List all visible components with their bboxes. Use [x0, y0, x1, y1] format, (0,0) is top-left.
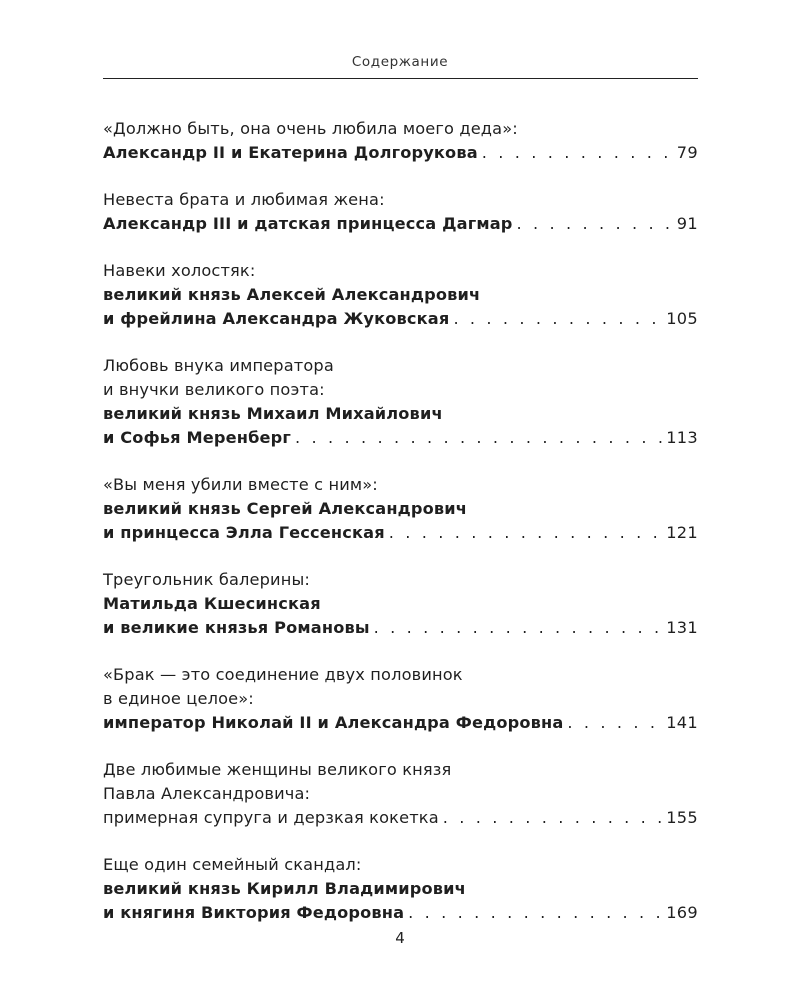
toc-entry-names: и великие князья Романовы — [103, 618, 370, 637]
toc-entry-line — [103, 806, 698, 830]
dot-leader — [482, 141, 674, 165]
toc-entry-line — [103, 426, 698, 450]
toc-entry — [103, 188, 698, 236]
toc-entry-line — [103, 402, 698, 426]
toc-entry — [103, 853, 698, 925]
toc-entry-line — [103, 141, 698, 165]
toc-entry-names: великий князь Сергей Александрович — [103, 499, 468, 518]
toc-entry — [103, 663, 698, 735]
toc-entry-names: и фрейлина Александра Жуковская — [103, 309, 450, 328]
page-number: 4 — [395, 929, 405, 947]
toc-entry-names: Александр II и Екатерина Долгорукова — [103, 143, 478, 162]
toc-entry-title: Две любимые женщины великого князя — [103, 760, 452, 779]
toc-entry-title: в единое целое»: — [103, 689, 254, 708]
toc-entry — [103, 354, 698, 450]
toc-entry — [103, 568, 698, 640]
toc-page-number: 121 — [666, 523, 698, 542]
toc-entry-title: Любовь внука императора — [103, 356, 334, 375]
dot-leader — [567, 711, 663, 735]
toc-entry-line — [103, 877, 698, 901]
toc-entry-line — [103, 212, 698, 236]
dot-leader — [408, 901, 663, 925]
toc-entry-names: великий князь Кирилл Владимирович — [103, 879, 466, 898]
toc-entry-title: примерная супруга и дерзкая кокетка — [103, 808, 439, 827]
dot-leader — [295, 426, 663, 450]
toc-entry-line — [103, 758, 698, 782]
toc-entry-line — [103, 592, 698, 616]
toc-entry-names: великий князь Михаил Михайлович — [103, 404, 443, 423]
toc-entry-names: Матильда Кшесинская — [103, 594, 321, 613]
toc-entry-title: и внучки великого поэта: — [103, 380, 325, 399]
toc-entry-line — [103, 117, 698, 141]
toc-entry-line — [103, 687, 698, 711]
toc-entry-line — [103, 307, 698, 331]
dot-leader — [374, 616, 664, 640]
header-rule — [103, 78, 698, 79]
toc-page-number: 113 — [666, 428, 698, 447]
table-of-contents — [103, 117, 698, 948]
dot-leader — [389, 521, 663, 545]
dot-leader — [453, 307, 663, 331]
toc-entry-title: «Должно быть, она очень любила моего деда»: — [103, 119, 518, 138]
toc-entry-line — [103, 188, 698, 212]
toc-entry-line — [103, 616, 698, 640]
toc-entry — [103, 259, 698, 331]
toc-entry-line — [103, 711, 698, 735]
toc-entry-title: Навеки холостяк: — [103, 261, 256, 280]
toc-entry-line — [103, 259, 698, 283]
toc-entry-names: и принцесса Элла Гессенская — [103, 523, 385, 542]
toc-page-number: 91 — [676, 214, 698, 233]
dot-leader — [517, 212, 674, 236]
toc-entry-title: Еще один семейный скандал: — [103, 855, 362, 874]
toc-entry-line — [103, 568, 698, 592]
toc-entry-names: император Николай II и Александра Федоровна — [103, 713, 564, 732]
toc-entry — [103, 473, 698, 545]
toc-entry-names: Александр III и датская принцесса Дагмар — [103, 214, 513, 233]
toc-entry — [103, 117, 698, 165]
toc-entry-names: и княгиня Виктория Федоровна — [103, 903, 405, 922]
toc-page-number: 79 — [676, 143, 698, 162]
toc-entry-line — [103, 663, 698, 687]
toc-entry-title: Павла Александровича: — [103, 784, 311, 803]
toc-entry-names: и Софья Меренберг — [103, 428, 292, 447]
toc-entry-line — [103, 901, 698, 925]
toc-entry-line — [103, 283, 698, 307]
toc-entry-line — [103, 853, 698, 877]
toc-page-number: 105 — [666, 309, 698, 328]
toc-entry-title: Невеста брата и любимая жена: — [103, 190, 385, 209]
toc-page-number: 131 — [666, 618, 698, 637]
toc-page-number: 155 — [666, 808, 698, 827]
toc-entry-line — [103, 378, 698, 402]
toc-entry-line — [103, 354, 698, 378]
toc-entry-line — [103, 473, 698, 497]
toc-entry — [103, 758, 698, 830]
toc-entry-line — [103, 782, 698, 806]
dot-leader — [443, 806, 663, 830]
toc-entry-line — [103, 497, 698, 521]
toc-entry-title: «Брак — это соединение двух половинок — [103, 665, 463, 684]
toc-page-number: 141 — [666, 713, 698, 732]
toc-entry-names: великий князь Алексей Александрович — [103, 285, 481, 304]
toc-page-number: 169 — [666, 903, 698, 922]
running-header: Содержание — [351, 54, 449, 70]
toc-entry-title: Треугольник балерины: — [103, 570, 310, 589]
toc-entry-line — [103, 521, 698, 545]
toc-entry-title: «Вы меня убили вместе с ним»: — [103, 475, 378, 494]
